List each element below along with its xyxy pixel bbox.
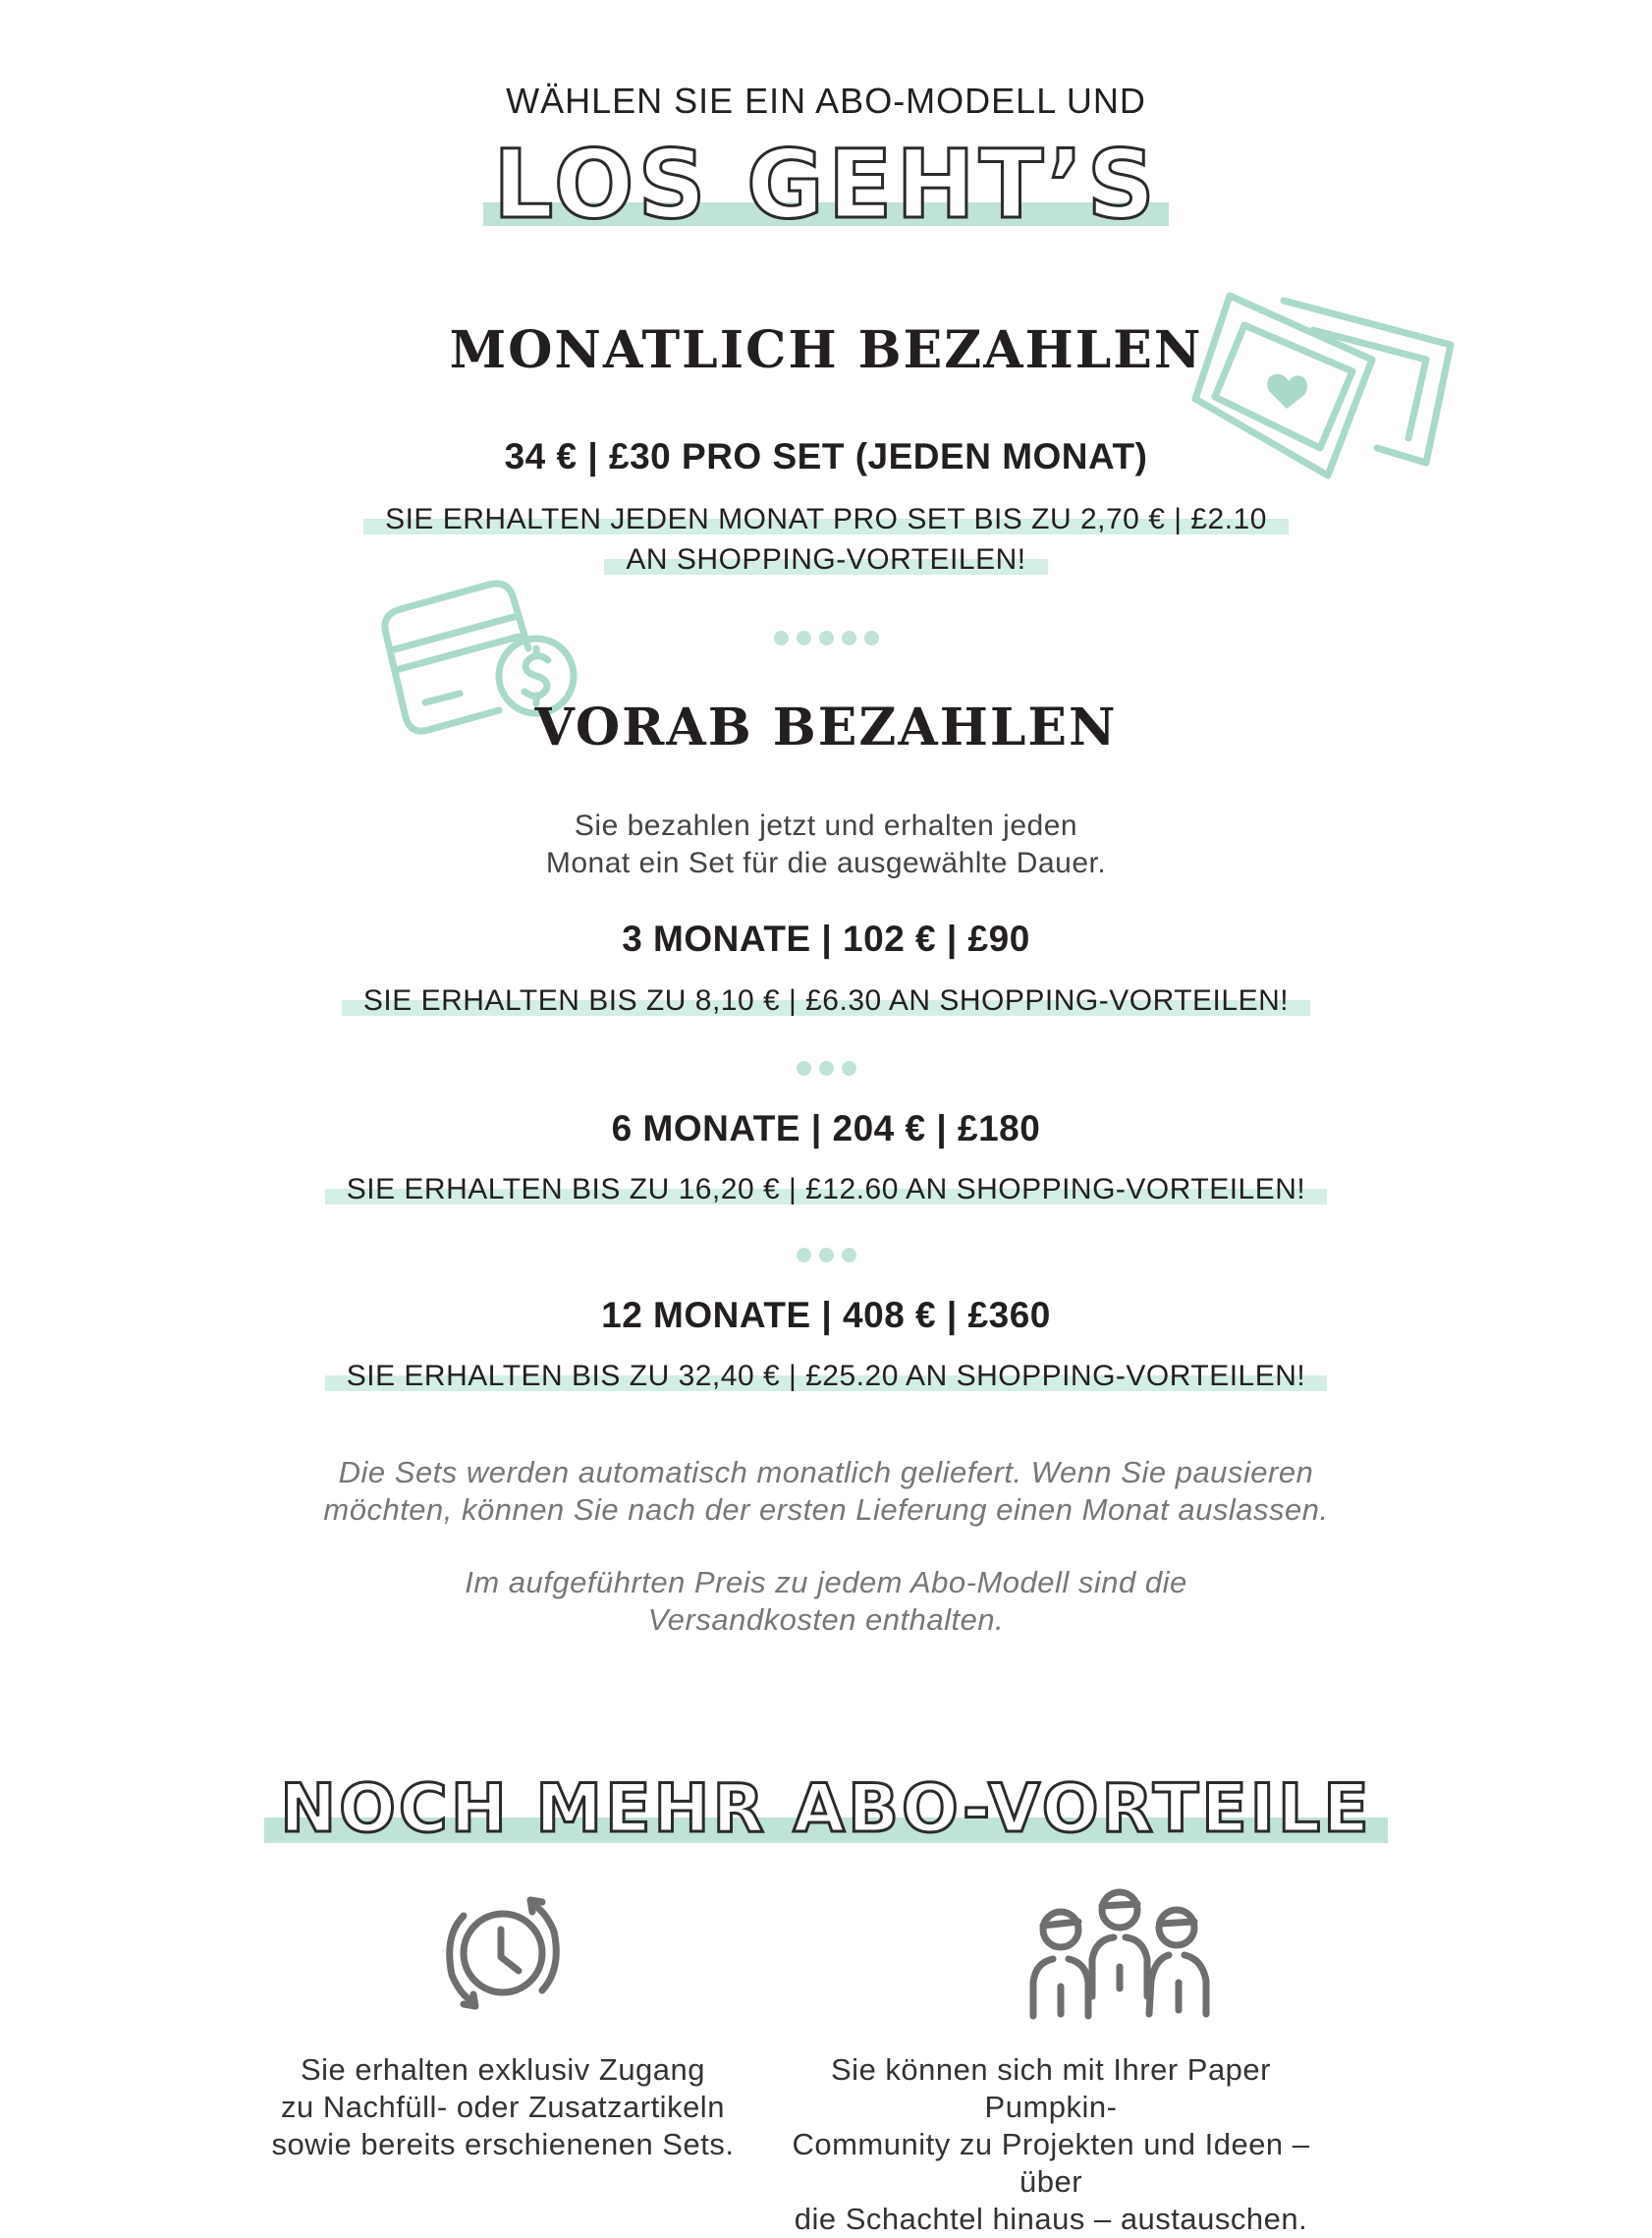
delivery-note: Die Sets werden automatisch monatlich geliefert. Wenn Sie pausieren möchten, können Sie nach der ersten Lieferung einen Monat auslassen. [323, 1455, 1329, 1527]
divider-dots [0, 631, 1652, 650]
plan-3-benefit: SIE ERHALTEN BIS ZU 8,10 € | £6.30 AN SHOPPING-VORTEILEN! [0, 984, 1652, 1018]
plan-12-price: 12 MONATE | 408 € | £360 [601, 1295, 1051, 1335]
monthly-benefit-line2: AN SHOPPING-VORTEILEN! [0, 543, 1652, 577]
monthly-heading: MONATLICH BEZAHLEN [449, 320, 1203, 380]
hero-title: LOS GEHT’S [493, 130, 1159, 240]
plan-12-benefit: SIE ERHALTEN BIS ZU 32,40 € | £25.20 AN SHOPPING-VORTEILEN! [0, 1360, 1652, 1393]
plan-6-price: 6 MONATE | 204 € | £180 [611, 1108, 1041, 1148]
monthly-price: 34 € | £30 PRO SET (JEDEN MONAT) [504, 436, 1148, 476]
more-benefits-title-wrap [0, 1770, 1652, 1848]
monthly-benefit-line1: SIE ERHALTEN JEDEN MONAT PRO SET BIS ZU 2,70 € | £2.10 [0, 503, 1652, 536]
divider-dots [0, 1248, 1652, 1267]
shipping-note: Im aufgeführten Preis zu jedem Abo-Modell sind die Versandkosten enthalten. [465, 1565, 1187, 1637]
benefit-community: Sie können sich mit Ihrer Paper Pumpkin- Community zu Projekten und Ideen – über die Schachtel hinaus – austauschen. [792, 2052, 1310, 2236]
hero-title-wrap [0, 130, 1652, 240]
divider-dots [0, 1061, 1652, 1081]
community-people-icon [1021, 1888, 1218, 2026]
intro-text: WÄHLEN SIE EIN ABO-MODELL UND [506, 81, 1146, 121]
plan-6-benefit: SIE ERHALTEN BIS ZU 16,20 € | £12.60 AN SHOPPING-VORTEILEN! [0, 1173, 1652, 1206]
more-benefits-title: NOCH MEHR ABO-VORTEILE [280, 1770, 1372, 1848]
clock-refresh-icon [424, 1886, 581, 2024]
benefit-exclusive-access: Sie erhalten exklusiv Zugang zu Nachfüll- oder Zusatzartikeln sowie bereits erschienenen Sets. [271, 2052, 735, 2161]
upfront-description: Sie bezahlen jetzt und erhalten jeden Monat ein Set für die ausgewählte Dauer. [545, 810, 1107, 879]
upfront-heading: VORAB BEZAHLEN [534, 698, 1118, 757]
plan-3-price: 3 MONATE | 102 € | £90 [622, 919, 1030, 959]
